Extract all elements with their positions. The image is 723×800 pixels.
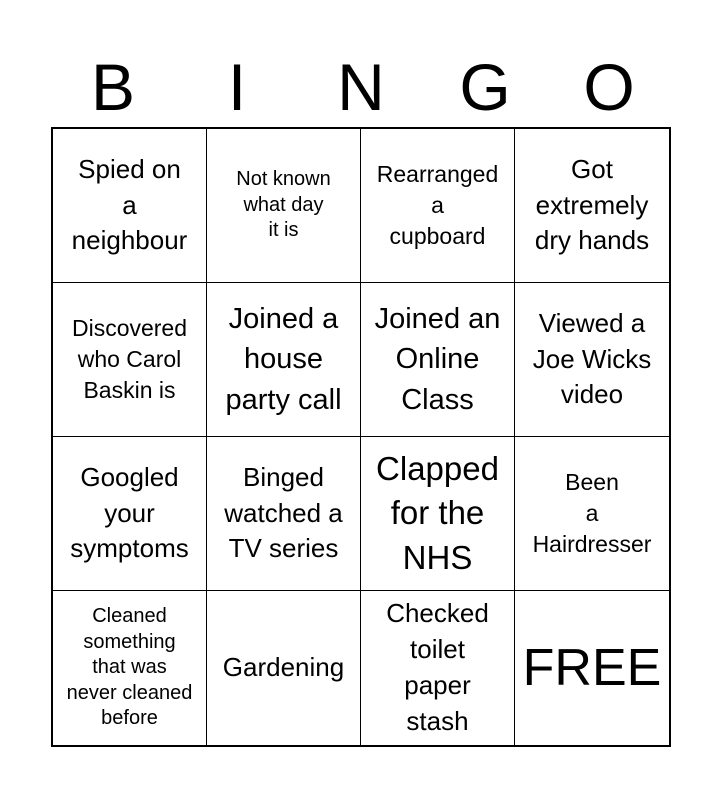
bingo-header: [51, 52, 671, 122]
bingo-cell[interactable]: [53, 283, 207, 437]
cell-text: Googled your symptoms: [70, 461, 189, 564]
bingo-cell[interactable]: [207, 129, 361, 283]
bingo-cell[interactable]: [207, 437, 361, 591]
cell-text: Checked toilet paper stash: [386, 598, 489, 736]
cell-text: Cleaned something that was never cleaned before: [66, 605, 193, 730]
cell-text: Joined a house party call: [225, 303, 342, 416]
cell-text: Gardening: [222, 652, 345, 683]
free-space-cell[interactable]: [515, 591, 669, 745]
bingo-cell[interactable]: [361, 283, 515, 437]
header-letter-i: I: [227, 50, 247, 124]
bingo-cell[interactable]: [361, 591, 515, 745]
header-letter-n: N: [337, 50, 385, 124]
cell-text: Binged watched a TV series: [224, 461, 343, 564]
bingo-cell[interactable]: [515, 129, 669, 283]
header-letter-b: B: [90, 50, 136, 124]
cell-text: Viewed a Joe Wicks video: [532, 307, 652, 410]
cell-text: Clapped for the NHS: [376, 449, 499, 576]
bingo-cell[interactable]: [53, 129, 207, 283]
header-letter-o: O: [583, 50, 635, 124]
bingo-cell[interactable]: [53, 437, 207, 591]
header-letter-g: G: [459, 50, 511, 124]
cell-text: Got extremely dry hands: [534, 153, 650, 256]
cell-text: Not known what day it is: [236, 168, 331, 242]
bingo-cell[interactable]: [207, 591, 361, 745]
bingo-cell[interactable]: [361, 129, 515, 283]
cell-text: Discovered who Carol Baskin is: [71, 314, 188, 404]
cell-text: Joined an Online Class: [374, 303, 501, 416]
bingo-board: [51, 127, 671, 747]
cell-text: Rearranged a cupboard: [376, 160, 499, 250]
free-space-text: FREE: [522, 639, 662, 697]
bingo-cell[interactable]: [207, 283, 361, 437]
bingo-cell[interactable]: [515, 437, 669, 591]
cell-text: Been a Hairdresser: [532, 468, 652, 558]
cell-text: Spied on a neighbour: [71, 153, 188, 256]
bingo-cell[interactable]: [361, 437, 515, 591]
bingo-cell[interactable]: [515, 283, 669, 437]
bingo-cell[interactable]: [53, 591, 207, 745]
